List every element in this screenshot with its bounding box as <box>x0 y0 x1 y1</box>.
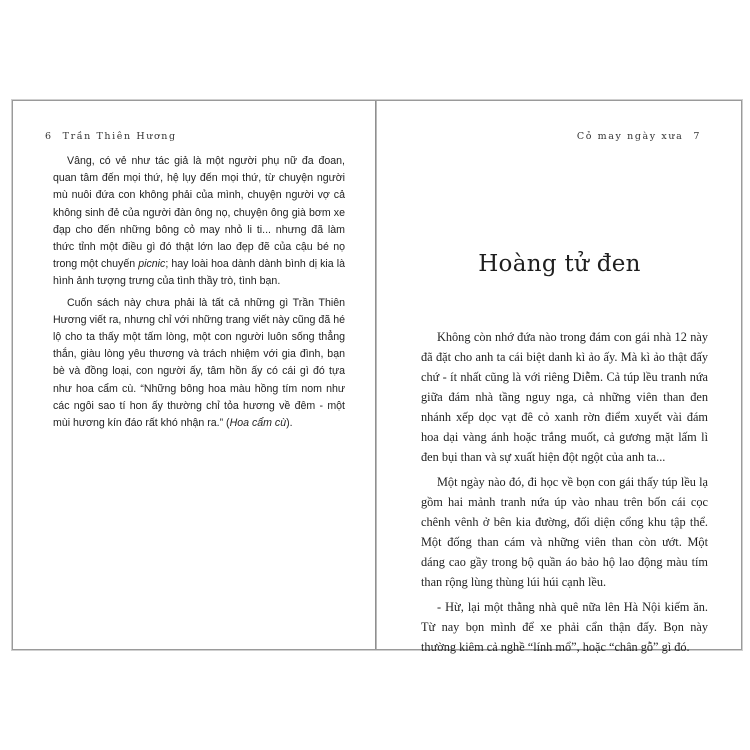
right-running-head <box>577 131 711 142</box>
right-book-title: Cỏ may ngày xưa <box>576 131 684 142</box>
book-gutter <box>375 101 377 649</box>
text-run: Cuốn sách này chưa phải là tất cả những gì Trần Thiên Hương viết ra, nhưng chỉ với những trang viết này cũng đã hé lộ cho ta thấy một tấm lòng, một con người luôn sống thẳng thắn, giàu lòng yêu thương và trách nhiệm với gia đình, bạn bè và đồng loại, con người ấy, tâm hồn ấy có cái gì đó tựa như hoa cẩm cù. “Những bông hoa màu hồng tím nom như các ngôi sao tí hon ấy thường chỉ tỏa hương về đêm - một mùi hương kín đáo rất khó nhận ra.” ( <box>53 296 345 430</box>
left-paragraph <box>53 153 345 291</box>
right-page-number: 7 <box>693 131 701 142</box>
left-running-head <box>35 131 177 142</box>
italic-text: Hoa cẩm cù <box>229 417 287 430</box>
right-page <box>378 101 741 654</box>
italic-text: picnic <box>138 258 166 271</box>
right-paragraph: - Hừ, lại một thằng nhà quê nữa lên Hà Nội kiếm ăn. Từ nay bọn mình để xe phải cẩn thận đấy. Bọn này thường kiêm cả nghề “lính mổ”, hoặc “chân gỗ” gì đó. <box>421 600 708 654</box>
text-run: ; hay loài hoa dành dành bình dị kia là hình ảnh tượng trưng của tình thầy trò, tình bạn. <box>53 258 346 288</box>
left-page <box>13 101 374 649</box>
left-author-name: Trần Thiên Hương <box>62 131 177 142</box>
right-paragraph: Một ngày nào đó, đi học về bọn con gái thấy túp lều lạ gồm hai mảnh tranh nứa úp vào nhau trên bốn cái cọc chênh vênh ở bên kia đường, đối diện cổng khu tập thể. Một đống than cám và những viên than còn ướt. Một dáng cao gầy trong bộ quần áo bảo hộ lao động màu tím than rộng lùng thùng lúi húi cạnh lều. <box>421 475 708 589</box>
chapter-title: Hoàng tử đen <box>478 251 641 277</box>
left-body-text <box>53 153 345 436</box>
book-spread <box>12 100 742 654</box>
text-run: ). <box>286 417 293 430</box>
text-run: Vâng, có vẻ như tác giả là một người phụ nữ đa đoan, quan tâm đến mọi thứ, hệ lụy đến mọi thứ, từ chuyện người mù nuôi đứa con không phải của mình, chuyện người vợ cả không sinh đẻ của người đàn ông nọ, chuyện ông già bơm xe đạp cho đến những bông cỏ may nhỏ li ti... nhưng đã làm thức tỉnh một điều gì đó thật lớn lao đẹp đẽ của cậu bé nọ trong một chuyến <box>53 155 345 271</box>
right-paragraph: Không còn nhớ đứa nào trong đám con gái nhà 12 này đã đặt cho anh ta cái biệt danh kì ảo ấy. Mà kì ảo thật đấy chứ - ít nhất cũng là với riêng Diễm. Cả túp lều tranh nứa giữa đám nhà tầng nguy nga, cả những viên than đen nhánh xếp dọc vạt đê cỏ xanh rờn điểm xuyết vài đám hoa dại vàng ánh hoặc trắng muốt, cả gương mặt lấm lì đen bụi than và sự xuất hiện đột ngột của anh ta... <box>421 330 708 464</box>
left-paragraph <box>53 295 345 433</box>
left-page-number: 6 <box>45 131 53 142</box>
right-body-text <box>421 327 708 662</box>
